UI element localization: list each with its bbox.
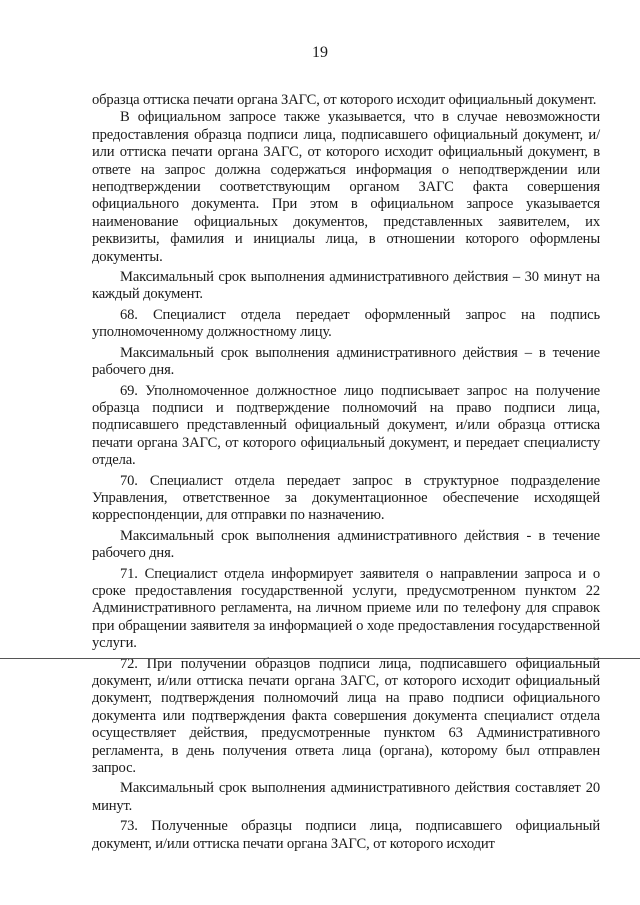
- paragraph: Максимальный срок выполнения административного действия – в течение рабочего дня.: [92, 344, 600, 379]
- paragraph: образца оттиска печати органа ЗАГС, от которого исходит официальный документ.: [92, 92, 597, 108]
- paragraph: Максимальный срок выполнения административного действия составляет 20 минут.: [92, 780, 600, 814]
- paragraph: 69. Уполномоченное должностное лицо подписывает запрос на получение образца подписи и подтверждение полномочий на право подписи лица, подписавшего представленный официальный документ, и/или образца оттиска печати органа ЗАГС, от которого официальный документ, и передает специалисту отдела.: [92, 382, 600, 469]
- scan-fold-line: [0, 658, 640, 659]
- paragraph: 70. Специалист отдела передает запрос в структурное подразделение Управления, ответственное за документационное обеспечение исходящей корреспонденции, для отправки по назначению.: [92, 472, 600, 524]
- paragraph: 72. При получении образцов подписи лица, подписавшего официальный документ, и/или оттиска печати органа ЗАГС, от которого исходит официальный документ, подтверждения полномочий лица на право подписи официального документа или подтверждения факта совершения документа специалист отдела осуществляет действия, предусмотренные пунктом 63 Административного регламента, в день получения ответа лица (органа), которому был отправлен запрос.: [92, 655, 600, 777]
- paragraph: Максимальный срок выполнения административного действия - в течение рабочего дня.: [92, 527, 600, 562]
- paragraph: Максимальный срок выполнения административного действия – 30 минут на каждый документ.: [92, 269, 600, 303]
- document-body: [92, 92, 600, 853]
- page-number: 19: [312, 44, 328, 61]
- paragraph: В официальном запросе также указывается, что в случае невозможности предоставления образца подписи лица, подписавшего официальный документ, и/или оттиска печати органа ЗАГС, от которого исходит официальный документ, в ответе на запрос должна содержаться информация о неподтверждении или неподтверждении соответствующим органом ЗАГС факта совершения официального документа. При этом в официальном запросе указывается наименование официальных документов, представленных заявителем, их реквизиты, фамилия и инициалы лица, в отношении которого оформлены документы.: [92, 109, 600, 265]
- paragraph: 71. Специалист отдела информирует заявителя о направлении запроса и о сроке предоставления государственной услуги, предусмотренном пунктом 22 Административного регламента, на личном приеме или по телефону для справок при обращении заявителя за информацией о ходе предоставления государственной услуги.: [92, 565, 600, 652]
- paragraph: 68. Специалист отдела передает оформленный запрос на подпись уполномоченному должностному лицу.: [92, 306, 600, 341]
- paragraph: 73. Полученные образцы подписи лица, подписавшего официальный документ, и/или оттиска печати органа ЗАГС, от которого исходит: [92, 818, 600, 852]
